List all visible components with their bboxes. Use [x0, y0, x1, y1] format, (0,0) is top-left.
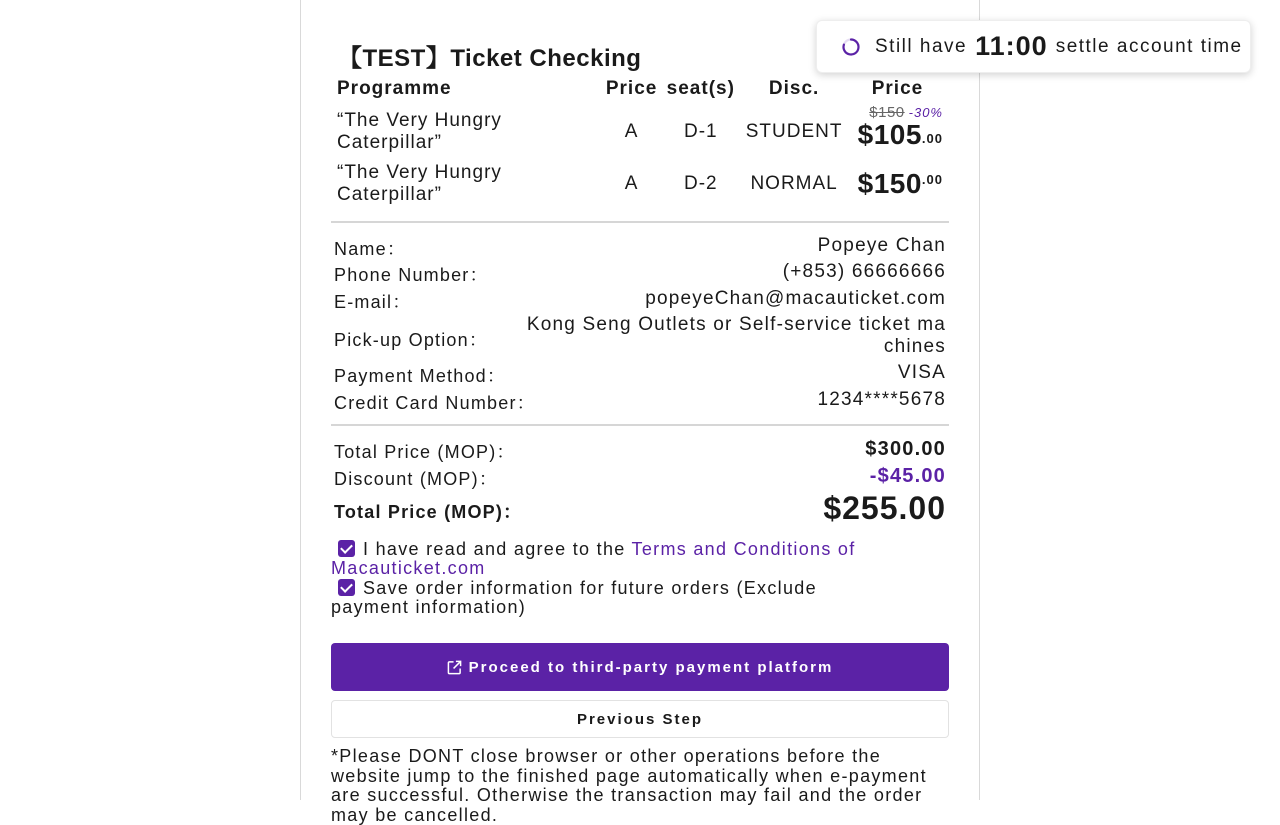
- info-row-email: [334, 288, 946, 310]
- terms-link[interactable]: Terms and Conditions of Macauticket.com: [331, 539, 856, 578]
- save-order-text: Save order information for future orders (Exclude payment information): [331, 578, 817, 617]
- final-price: $150: [857, 168, 922, 199]
- summary-row-total: [334, 438, 946, 462]
- final-label: Total Price (MOP)：: [334, 502, 523, 522]
- table-row: [331, 106, 949, 158]
- header-discount: Disc.: [768, 78, 820, 99]
- previous-step-button[interactable]: [331, 700, 949, 738]
- card-label: Credit Card Number：: [334, 393, 536, 413]
- save-order-checkbox[interactable]: [338, 579, 355, 596]
- page-title: 【TEST】Ticket Checking: [338, 45, 642, 72]
- divider: [331, 221, 949, 223]
- terms-prefix: I have read and agree to the: [363, 539, 632, 559]
- email-value: popeyeChan@macauticket.com: [645, 288, 946, 309]
- header-programme: Programme: [337, 78, 452, 99]
- seat-number: D-1: [683, 121, 718, 142]
- divider: [331, 424, 949, 426]
- email-label: E-mail：: [334, 292, 412, 312]
- info-row-phone: [334, 261, 946, 283]
- header-price-zone: Price: [605, 78, 658, 99]
- discount-value: -$45.00: [869, 465, 946, 487]
- table-header-row: [331, 76, 949, 106]
- checkout-panel: [300, 0, 980, 825]
- pickup-line-1: Kong Seng Outlets or Self-service ticket ma: [526, 314, 946, 335]
- previous-label: Previous Step: [576, 710, 704, 728]
- proceed-payment-button[interactable]: [331, 643, 949, 691]
- timer-value: 11:00: [975, 31, 1048, 61]
- payment-value: VISA: [897, 362, 946, 383]
- price-cents: .00: [921, 172, 943, 187]
- discount-type: STUDENT: [745, 121, 843, 142]
- discount-percent: -30%: [908, 104, 943, 120]
- programme-name: “The Very Hungry Caterpillar”: [337, 162, 502, 205]
- summary-row-discount: [334, 465, 946, 489]
- pickup-label: Pick-up Option：: [334, 330, 489, 350]
- loading-spinner-icon: [841, 37, 861, 57]
- pickup-value: [516, 314, 946, 358]
- final-price: $105: [857, 118, 922, 150]
- pickup-line-2: chines: [883, 336, 946, 357]
- price-cell: [846, 158, 949, 210]
- phone-label: Phone Number：: [334, 265, 489, 285]
- info-row-name: [334, 235, 946, 257]
- terms-agreement: [331, 540, 891, 578]
- timer-suffix: settle account time: [1055, 35, 1243, 57]
- terms-checkbox[interactable]: [338, 540, 355, 557]
- price-zone: A: [624, 121, 639, 142]
- card-value: 1234****5678: [817, 389, 946, 410]
- programme-table: [331, 76, 949, 210]
- total-label: Total Price (MOP)：: [334, 442, 516, 462]
- name-label: Name：: [334, 239, 407, 259]
- timer-prefix: Still have: [875, 35, 968, 57]
- payment-notice: *Please DONT close browser or other operations before the website jump to the finished page automatically when e-payment are successful. Otherwise the transaction may fail and the order may be cancelled.: [331, 746, 927, 825]
- total-value: $300.00: [865, 438, 946, 460]
- seat-number: D-2: [683, 173, 718, 194]
- discount-type: NORMAL: [750, 173, 838, 194]
- info-row-payment: [334, 362, 946, 384]
- discount-label: Discount (MOP)：: [334, 469, 499, 489]
- header-price: Price: [871, 78, 924, 99]
- price-cell: [846, 103, 949, 158]
- payment-label: Payment Method：: [334, 366, 507, 386]
- header-seats: seat(s): [666, 78, 735, 99]
- external-link-icon: [447, 660, 462, 675]
- final-value: $255.00: [823, 490, 946, 526]
- name-value: Popeye Chan: [817, 235, 946, 256]
- original-price: $150: [869, 103, 905, 121]
- countdown-timer: [816, 20, 1251, 73]
- info-row-card: [334, 389, 946, 411]
- table-row: [331, 158, 949, 210]
- phone-value: (+853) 66666666: [782, 261, 946, 282]
- price-cents: .00: [921, 130, 943, 146]
- info-row-pickup: [334, 314, 946, 360]
- save-order-agreement: [331, 579, 891, 617]
- programme-name: “The Very Hungry Caterpillar”: [337, 110, 502, 153]
- proceed-label: Proceed to third-party payment platform: [468, 658, 834, 676]
- price-zone: A: [624, 173, 639, 194]
- summary-row-final: [334, 490, 946, 530]
